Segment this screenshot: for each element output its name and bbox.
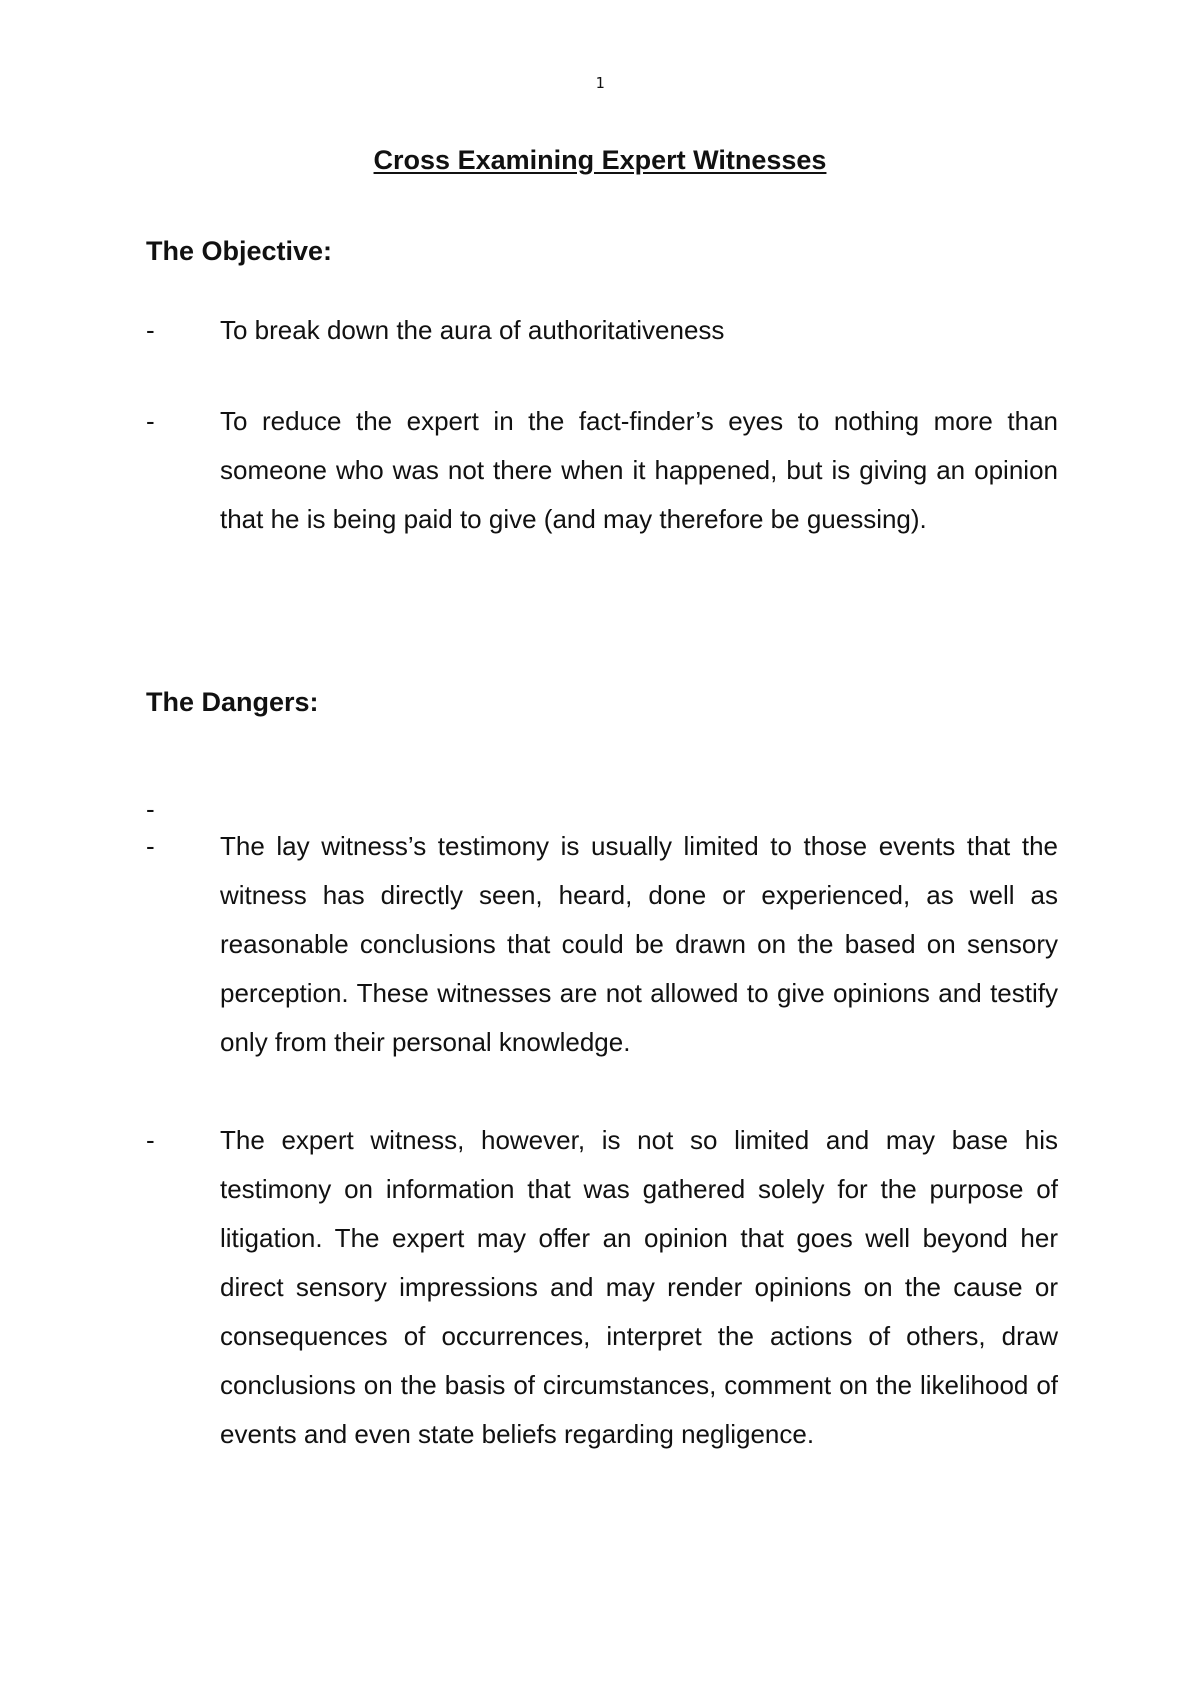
dangers-bullet-2	[146, 1116, 1066, 1459]
bullet-dash: -	[146, 406, 155, 436]
document-title: Cross Examining Expert Witnesses	[373, 145, 827, 175]
section-heading-dangers: The Dangers:	[146, 687, 319, 717]
dangers-bullet-1	[146, 822, 1066, 1067]
section-heading-objective: The Objective:	[146, 236, 333, 266]
bullet-dash: -	[146, 794, 155, 824]
bullet-text: To reduce the expert in the fact-finder’s eyes to nothing more than someone who was not there when it happened, but is giving an opinion that he is being paid to give (and may therefore be guessing).	[220, 406, 1058, 534]
page-number: 1	[595, 74, 605, 92]
bullet-text: To break down the aura of authoritativeness	[220, 315, 725, 345]
bullet-text: The lay witness’s testimony is usually limited to those events that the witness has directly seen, heard, done or experienced, as well as reasonable conclusions that could be drawn on the based on sensory perception. These witnesses are not allowed to give opinions and testify only from their personal knowledge.	[220, 831, 1058, 1057]
objective-bullet-1	[146, 306, 1066, 355]
bullet-dash: -	[146, 315, 155, 345]
bullet-dash: -	[146, 1125, 155, 1155]
objective-bullet-2	[146, 397, 1066, 544]
bullet-text: The expert witness, however, is not so limited and may base his testimony on information that was gathered solely for the purpose of litigation. The expert may offer an opinion that goes well beyond her direct sensory impressions and may render opinions on the cause or consequences of occurrences, interpret the actions of others, draw conclusions on the basis of circumstances, comment on the likelihood of events and even state beliefs regarding negligence.	[220, 1125, 1058, 1449]
bullet-dash: -	[146, 831, 155, 861]
